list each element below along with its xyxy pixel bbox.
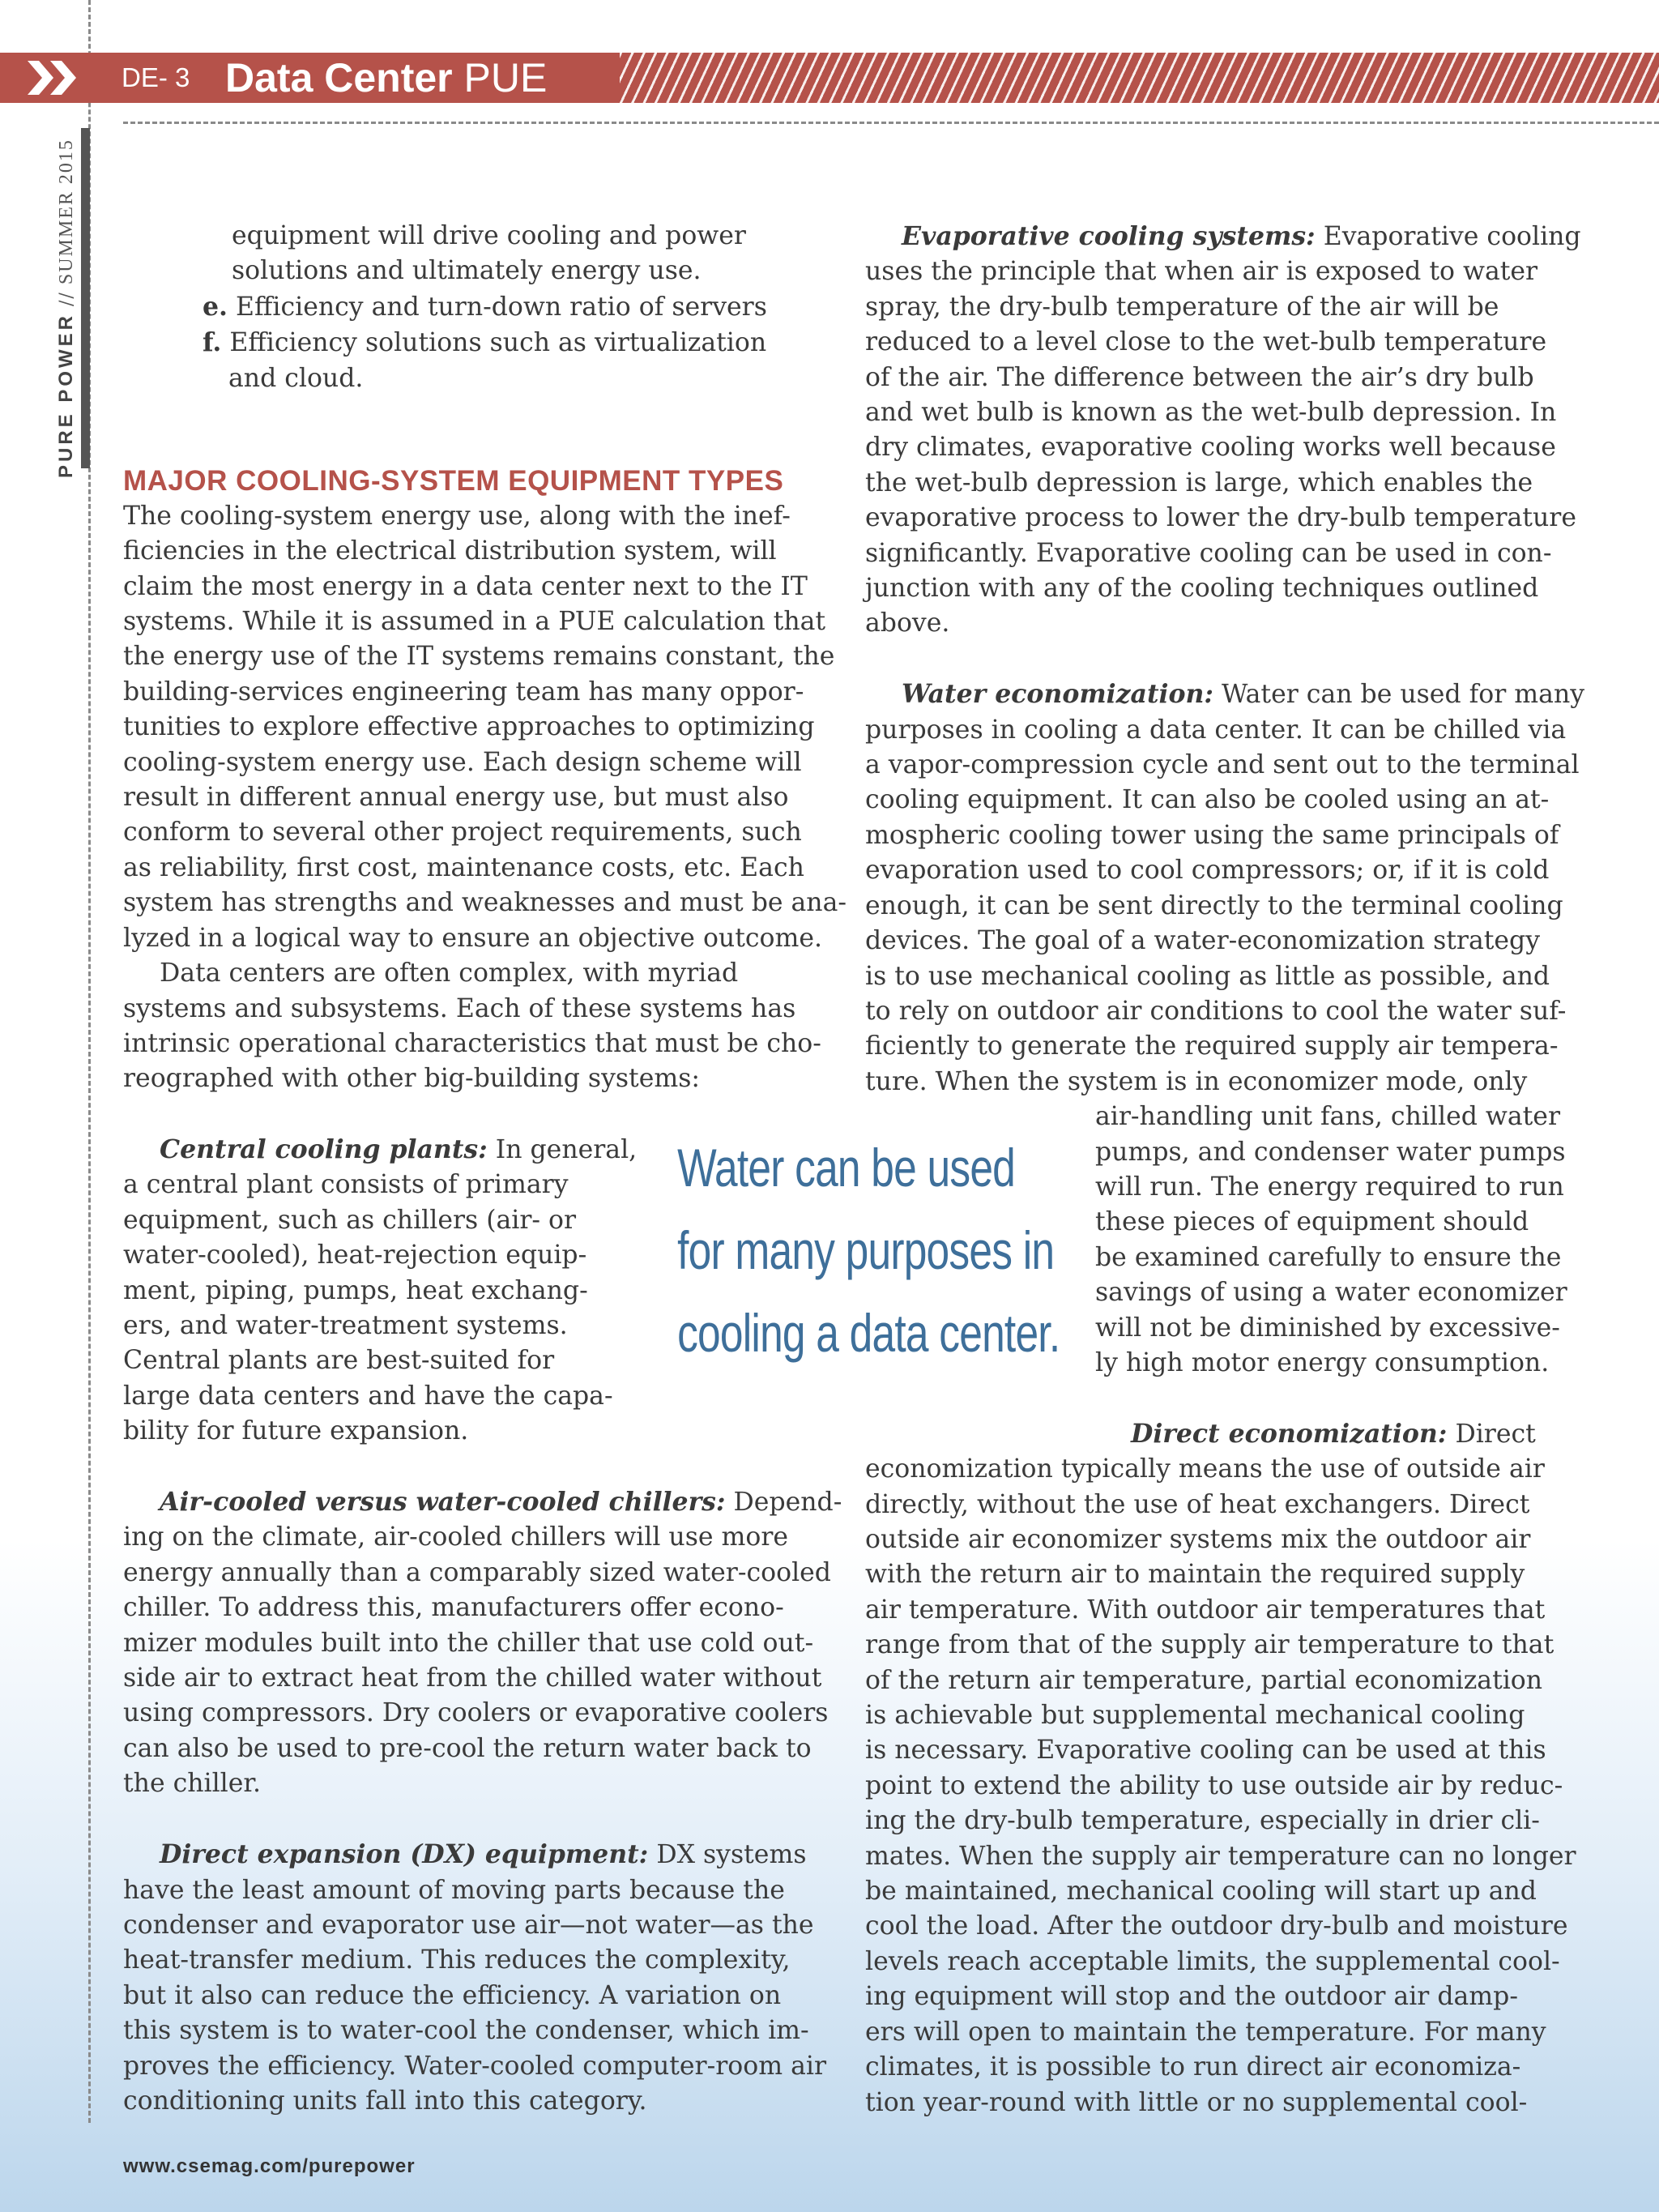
- text-line: to rely on outdoor air conditions to cool the water suf-: [865, 996, 1567, 1026]
- text-line: enough, it can be sent directly to the terminal cooling: [865, 890, 1563, 920]
- double-chevron-icon: [26, 59, 83, 96]
- list-label-f: f.: [203, 327, 222, 358]
- text-line: will run. The energy required to run: [1095, 1172, 1564, 1202]
- text-line: these pieces of equipment should: [1095, 1207, 1529, 1237]
- text-line: uses the principle that when air is exposed to water: [865, 257, 1538, 287]
- text-line: heat-transfer medium. This reduces the complexity,: [123, 1945, 791, 1975]
- text-line: ing the dry-bulb temperature, especially in drier cli-: [865, 1806, 1540, 1836]
- text-line: purposes in cooling a data center. It can be chilled via: [865, 715, 1567, 745]
- pull-quote-line: Water can be used: [677, 1138, 1016, 1198]
- text-line: result in different annual energy use, but must also: [123, 783, 789, 813]
- text-line: bility for future expansion.: [123, 1416, 469, 1446]
- list-label-e: e.: [203, 291, 228, 322]
- text-line: Air-cooled versus water-cooled chillers: Depend-: [160, 1487, 842, 1518]
- text-line: Water economization: Water can be used for many: [902, 679, 1585, 710]
- text-line: systems and subsystems. Each of these systems has: [123, 993, 796, 1023]
- text-line: building-services engineering team has many oppor-: [123, 677, 804, 707]
- publication-name: PURE POWER: [55, 312, 77, 478]
- text-line: but it also can reduce the efficiency. A variation on: [123, 1980, 782, 2010]
- text-line: Central cooling plants: In general,: [160, 1134, 638, 1164]
- text-line: systems. While it is assumed in a PUE calculation that: [123, 607, 826, 637]
- header-dashed-rule: [123, 122, 1659, 124]
- text-line: junction with any of the cooling techniques outlined: [865, 574, 1539, 604]
- text-line: ture. When the system is in economizer mode, only: [865, 1066, 1528, 1096]
- text-line: intrinsic operational characteristics that must be cho-: [123, 1028, 821, 1058]
- text-line: proves the efficiency. Water-cooled computer-room air: [123, 2051, 827, 2081]
- text-line: can also be used to pre-cool the return water back to: [123, 1733, 812, 1763]
- text-line: is to use mechanical cooling as little as possible, and: [865, 961, 1550, 991]
- text-line: a vapor-compression cycle and sent out to the terminal: [865, 750, 1580, 780]
- list-item-e: [123, 289, 812, 325]
- water-economization-paragraph: [865, 677, 1594, 1381]
- text-line: mizer modules built into the chiller that use cold out-: [123, 1628, 814, 1658]
- footer-url: www.csemag.com/purepower: [123, 2155, 416, 2177]
- text-line: lyzed in a logical way to ensure an objective outcome.: [123, 923, 823, 953]
- text-line: be examined carefully to ensure the: [1095, 1242, 1562, 1272]
- term-label: Central cooling plants:: [160, 1134, 488, 1164]
- right-column: [865, 219, 1594, 2120]
- text-line: savings of using a water economizer: [1095, 1278, 1567, 1308]
- text-line: Direct economization: Direct: [1131, 1418, 1536, 1449]
- term-label: Direct economization:: [1131, 1418, 1448, 1449]
- text-line: have the least amount of moving parts because the: [123, 1875, 785, 1905]
- air-cooled-chillers-paragraph: [123, 1484, 842, 1802]
- text-line: the chiller.: [123, 1769, 262, 1799]
- text-line: large data centers and have the capa-: [123, 1381, 613, 1411]
- text-line: conform to several other project requirements, such: [123, 818, 802, 848]
- body-paragraph-1: [123, 499, 847, 956]
- text-line: significantly. Evaporative cooling can be used in con-: [865, 538, 1552, 568]
- text-line: the energy use of the IT systems remains constant, the: [123, 642, 835, 672]
- section-heading: MAJOR COOLING-SYSTEM EQUIPMENT TYPES: [123, 465, 784, 497]
- text-line: Central plants are best-suited for: [123, 1346, 555, 1376]
- text-line: this system is to water-cool the condenser, which im-: [123, 2016, 809, 2046]
- section-title-bold: Data Center: [225, 55, 453, 100]
- text-line: pumps, and condenser water pumps: [1095, 1137, 1566, 1167]
- list-text-f: Efficiency solutions such as virtualization: [229, 328, 767, 358]
- text-line: economization typically means the use of outside air: [865, 1454, 1545, 1484]
- text-line: and wet bulb is known as the wet-bulb depression. In: [865, 398, 1557, 428]
- text-line: equipment, such as chillers (air- or: [123, 1205, 577, 1235]
- section-code: DE- 3: [122, 62, 190, 92]
- text-line: evaporative process to lower the dry-bulb temperature: [865, 503, 1576, 533]
- text-line: ficiently to generate the required supply air tempera-: [865, 1031, 1559, 1061]
- text-line: system has strengths and weaknesses and must be ana-: [123, 888, 847, 918]
- direct-expansion-paragraph: [123, 1837, 827, 2119]
- list-text-e: Efficiency and turn-down ratio of servers: [236, 292, 767, 322]
- text-line: using compressors. Dry coolers or evaporative coolers: [123, 1698, 829, 1728]
- term-label: Evaporative cooling systems:: [902, 221, 1316, 251]
- list-item-f: [123, 325, 812, 361]
- text-line: mospheric cooling tower using the same principals of: [865, 820, 1559, 850]
- text-line: Direct expansion (DX) equipment: DX systems: [160, 1839, 807, 1870]
- text-line: the wet-bulb depression is large, which enables the: [865, 468, 1533, 497]
- text-line: dry climates, evaporative cooling works well because: [865, 433, 1556, 463]
- text-line: ly high motor energy consumption.: [1095, 1347, 1550, 1377]
- text-line: is achievable but supplemental mechanical cooling: [865, 1701, 1525, 1731]
- body-paragraph-2: [123, 956, 821, 1097]
- text-line: above.: [865, 609, 950, 638]
- text-line: conditioning units fall into this category.: [123, 2086, 647, 2116]
- text-line: air-handling unit fans, chilled water: [1095, 1102, 1560, 1132]
- text-line: cooling equipment. It can also be cooled using an at-: [865, 785, 1550, 815]
- section-banner: [0, 53, 1659, 103]
- term-label: Air-cooled versus water-cooled chillers:: [160, 1487, 726, 1518]
- text-line: range from that of the supply air temperature to that: [865, 1630, 1555, 1660]
- text-line: The cooling-system energy use, along with the inef-: [123, 501, 791, 531]
- publication-separator: //: [57, 291, 77, 306]
- text-line: of the air. The difference between the air’s dry bulb: [865, 362, 1534, 392]
- list-continuation-line: equipment will drive cooling and power: [232, 221, 746, 250]
- text-line: as reliability, first cost, maintenance costs, etc. Each: [123, 852, 804, 882]
- text-line: side air to extract heat from the chilled water without: [123, 1663, 822, 1693]
- text-line: is necessary. Evaporative cooling can be used at this: [865, 1736, 1546, 1766]
- text-line: evaporation used to cool compressors; or, if it is cold: [865, 856, 1550, 886]
- text-line: claim the most energy in a data center next to the IT: [123, 571, 808, 601]
- text-line: ers, and water-treatment systems.: [123, 1311, 568, 1341]
- pull-quote-line: cooling a data center.: [677, 1303, 1060, 1363]
- text-line: energy annually than a comparably sized water-cooled: [123, 1557, 831, 1587]
- text-line: condenser and evaporator use air—not water—as the: [123, 1910, 814, 1940]
- text-line: cooling-system energy use. Each design scheme will: [123, 747, 802, 777]
- text-line: water-cooled), heat-rejection equip-: [123, 1241, 587, 1270]
- text-line: levels reach acceptable limits, the supplemental cool-: [865, 1946, 1560, 1976]
- text-line: with the return air to maintain the required supply: [865, 1560, 1525, 1590]
- pull-quote-line: for many purposes in: [677, 1220, 1055, 1280]
- evaporative-cooling-paragraph: [865, 219, 1594, 642]
- text-line: directly, without the use of heat exchangers. Direct: [865, 1489, 1530, 1519]
- text-line: tion year-round with little or no supplemental cool-: [865, 2087, 1528, 2117]
- text-line: outside air economizer systems mix the outdoor air: [865, 1525, 1531, 1554]
- text-line: climates, it is possible to run direct air economiza-: [865, 2052, 1521, 2082]
- term-label: Direct expansion (DX) equipment:: [160, 1839, 649, 1870]
- text-line: ers will open to maintain the temperature. For many: [865, 2017, 1546, 2047]
- text-line: Data centers are often complex, with myriad: [160, 959, 739, 989]
- text-line: ment, piping, pumps, heat exchang-: [123, 1275, 588, 1305]
- text-line: reduced to a level close to the wet-bulb temperature: [865, 327, 1547, 357]
- direct-economization-paragraph: [865, 1416, 1594, 2120]
- side-publication-label: [55, 139, 78, 478]
- list-continuation-line: and cloud.: [228, 363, 364, 393]
- text-line: tunities to explore effective approaches to optimizing: [123, 712, 815, 742]
- text-line: air temperature. With outdoor air temperatures that: [865, 1595, 1546, 1625]
- text-line: devices. The goal of a water-economization strategy: [865, 926, 1541, 956]
- text-line: a central plant consists of primary: [123, 1170, 569, 1200]
- text-line: ing on the climate, air-cooled chillers will use more: [123, 1522, 789, 1552]
- text-line: Evaporative cooling systems: Evaporative cooling: [902, 221, 1581, 251]
- left-column-top: [123, 219, 847, 1097]
- text-line: ing equipment will stop and the outdoor air damp-: [865, 1982, 1518, 2012]
- text-line: of the return air temperature, partial economization: [865, 1665, 1543, 1695]
- text-line: be maintained, mechanical cooling will start up and: [865, 1877, 1537, 1907]
- section-title-light: PUE: [463, 55, 548, 100]
- side-tab-bar: [81, 128, 90, 468]
- banner-stripes: [620, 53, 1659, 103]
- text-line: will not be diminished by excessive-: [1095, 1313, 1560, 1343]
- term-label: Water economization:: [902, 679, 1213, 710]
- issue-date: SUMMER 2015: [56, 139, 77, 285]
- section-title: [225, 54, 547, 101]
- list-continuation-line: solutions and ultimately energy use.: [232, 256, 702, 286]
- text-line: point to extend the ability to use outside air by reduc-: [865, 1770, 1563, 1800]
- text-line: chiller. To address this, manufacturers offer econo-: [123, 1593, 784, 1623]
- text-line: ficiencies in the electrical distribution system, will: [123, 536, 777, 566]
- text-line: cool the load. After the outdoor dry-bulb and moisture: [865, 1911, 1568, 1941]
- text-line: reographed with other big-building systems:: [123, 1064, 700, 1094]
- text-line: mates. When the supply air temperature can no longer: [865, 1841, 1576, 1871]
- text-line: spray, the dry-bulb temperature of the air will be: [865, 292, 1499, 322]
